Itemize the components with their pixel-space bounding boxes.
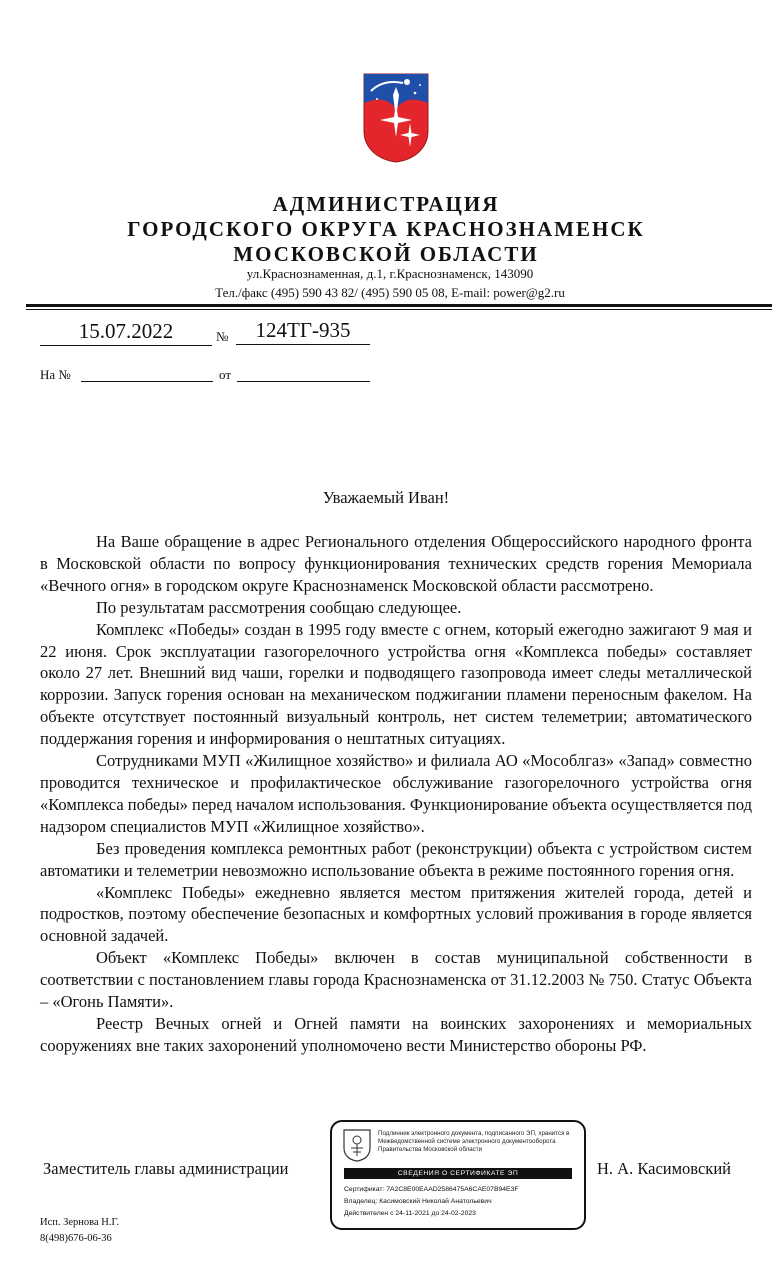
header-divider-thick (26, 304, 772, 307)
body-paragraph: Объект «Комплекс Победы» включен в состав муниципальной собственности в соответствии с постановлением главы города Краснознаменска от 31.12.2003 № 750. Статус Объекта – «Огонь Памяти». (40, 948, 752, 1012)
outgoing-date: 15.07.2022 (40, 319, 212, 346)
body-paragraph: Реестр Вечных огней и Огней памяти на воинских захоронениях и мемориальных сооружениях вне таких захоронений уполномочено вести Министерство обороны РФ. (40, 1013, 752, 1055)
body-paragraph: Без проведения комплекса ремонтных работ (реконструкции) объекта с устройством систем автоматики и телеметрии невозможно использование объекта в режиме постоянного горения огня. (40, 838, 752, 880)
org-name-line-3: МОСКОВСКОЙ ОБЛАСТИ (233, 242, 539, 266)
body-paragraph: На Ваше обращение в адрес Регионального отделения Общероссийского народного фронта в Московской области по вопросу функционирования технических средств горения Мемориала «Вечного огня» в городском округе Краснознаменск Московской области рассмотрено. (40, 532, 752, 595)
number-sign: № (216, 329, 229, 344)
org-address: ул.Краснознаменная, д.1, г.Краснознаменск, 143090 (246, 266, 534, 281)
letter-body (40, 531, 752, 1057)
body-paragraph: «Комплекс Победы» ежедневно является местом притяжения жителей города, детей и подростков, поэтому обеспечение безопасных и комфортных условий проживания в городе является основной задачей. (40, 882, 752, 946)
signer-title: Заместитель главы администрации (43, 1159, 289, 1178)
reference-number-blank (81, 381, 213, 382)
executor-name: Исп. Зернова Н.Г. (40, 1217, 119, 1228)
letter-greeting: Уважаемый Иван! (322, 488, 450, 507)
org-name-line-1: АДМИНИСТРАЦИЯ (272, 192, 500, 216)
reference-date-blank (237, 381, 370, 382)
body-paragraph: Сотрудниками МУП «Жилищное хозяйство» и филиала АО «Мособлгаз» «Запад» совместно проводится техническое и профилактическое обслуживание газогорелочного устройства огня «Комплекса победы» перед началом использования. Функционирование объекта осуществляется под надзором специалистов МУП «Жилищное хозяйство». (40, 751, 752, 836)
executor-phone: 8(498)676-06-36 (40, 1233, 112, 1244)
stamp-owner: Владелец: Касимовский Николай Анатольевич (344, 1198, 492, 1205)
reference-date-label: от (219, 367, 232, 382)
body-paragraph: По результатам рассмотрения сообщаю следующее. (96, 597, 462, 617)
org-contacts: Тел./факс (495) 590 43 82/ (495) 590 05 08, E-mail: power@g2.ru (215, 285, 565, 300)
coat-of-arms-emblem (363, 73, 429, 163)
stamp-validity: Действителен с 24-11-2021 до 24-02-2023 (344, 1210, 476, 1217)
body-paragraph: Комплекс «Победы» создан в 1995 году вместе с огнем, который ежегодно зажигают 9 мая и 22 июня. Срок эксплуатации газогорелочного устройства огня «Комплекса победы» составляет около 27 лет. Внешний вид чаши, горелки и подводящего газопровода имеет следы металлической коррозии. Запуск горения основан на механическом поджигании пламени переносным факелом. На объекте отсутствует постоянный визуальный контроль, нет систем телеметрии; автоматического поддержания горения и информирования о нештатных ситуациях. (40, 619, 752, 749)
electronic-signature-stamp (330, 1120, 586, 1230)
header-divider-thin (26, 309, 772, 310)
reference-number-label: На № (40, 367, 71, 382)
stamp-certificate: Сертификат: 7A2C8E00EAAD2586475A6CAE07B94E3F (344, 1186, 519, 1193)
stamp-title-bar: СВЕДЕНИЯ О СЕРТИФИКАТЕ ЭП (344, 1168, 572, 1179)
region-emblem-icon (342, 1128, 372, 1162)
signer-name: Н. А. Касимовский (597, 1159, 731, 1178)
outgoing-number: 124ТГ-935 (236, 318, 370, 345)
org-name-line-2: ГОРОДСКОГО ОКРУГА КРАСНОЗНАМЕНСК (127, 217, 645, 241)
stamp-note: Подлинник электронного документа, подписанного ЭП, хранится в Межведомственной системе электронного документооборота Правительства Московской области (378, 1130, 570, 1153)
